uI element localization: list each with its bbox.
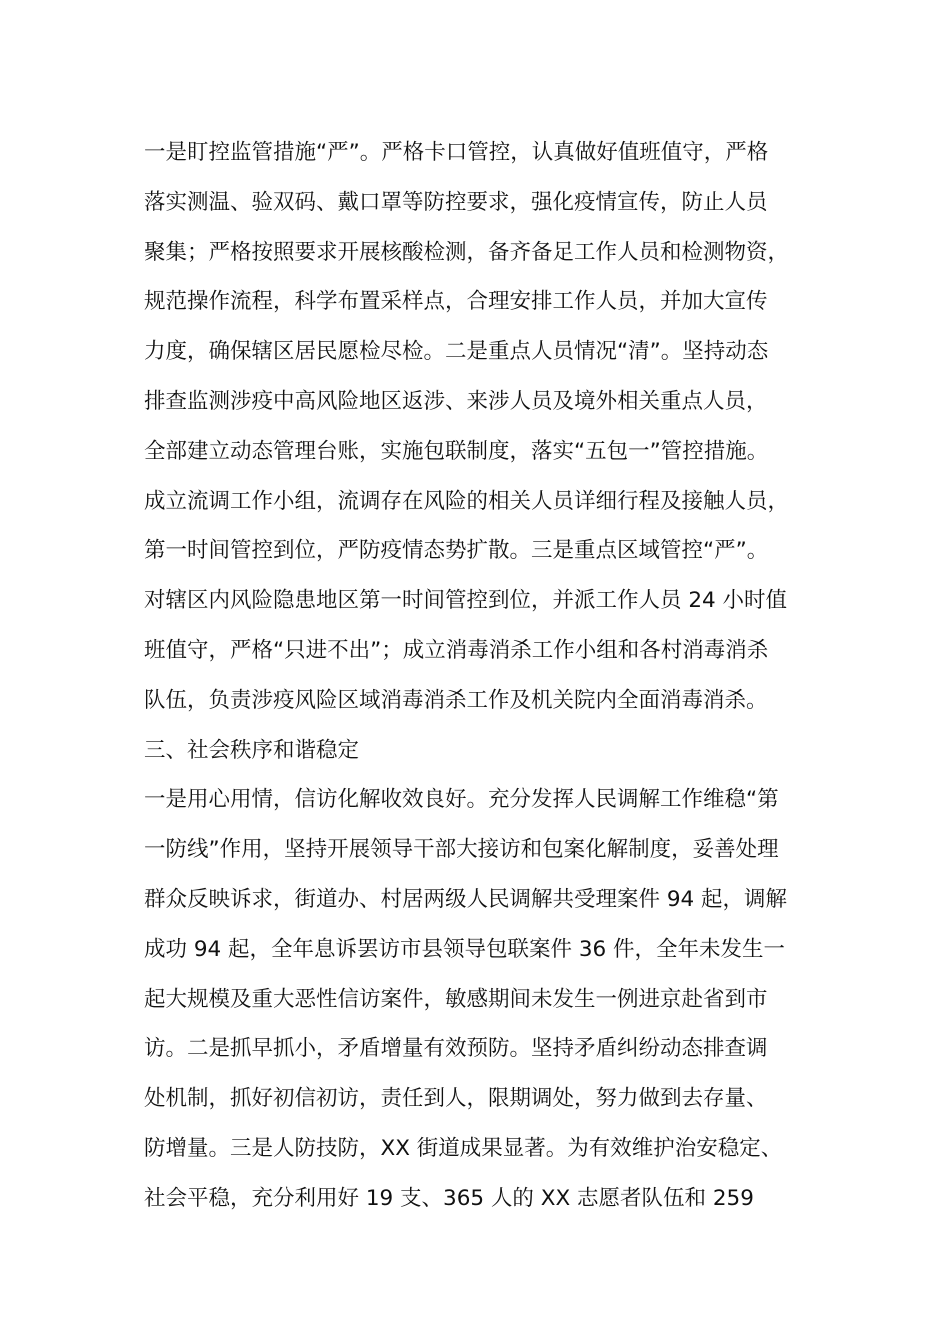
text-line: 排查监测涉疫中高风险地区返涉、来涉人员及境外相关重点人员， <box>144 388 768 414</box>
text-line: 聚集；严格按照要求开展核酸检测，备齐备足工作人员和检测物资， <box>144 239 790 265</box>
text-line: 班值守，严格“只进不出”；成立消毒消杀工作小组和各村消毒消杀 <box>144 637 769 663</box>
text-line: 起大规模及重大恶性信访案件，敏感期间未发生一例进京赴省到市 <box>144 986 768 1012</box>
text-line: 队伍，负责涉疫风险区域消毒消杀工作及机关院内全面消毒消杀。 <box>144 687 768 713</box>
text-line: 群众反映诉求，街道办、村居两级人民调解共受理案件 94 起，调解 <box>144 886 788 912</box>
text-line: 落实测温、验双码、戴口罩等防控要求，强化疫情宣传，防止人员 <box>144 189 768 215</box>
text-line: 防增量。三是人防技防，XX 街道成果显著。为有效维护治安稳定、 <box>144 1135 783 1161</box>
text-line: 全部建立动态管理台账，实施包联制度，落实“五包一”管控措施。 <box>144 438 769 464</box>
text-line: 规范操作流程，科学布置采样点，合理安排工作人员，并加大宣传 <box>144 289 768 315</box>
body-text <box>144 128 844 1224</box>
text-line: 力度，确保辖区居民愿检尽检。二是重点人员情况“清”。坚持动态 <box>144 339 769 365</box>
text-line: 对辖区内风险隐患地区第一时间管控到位，并派工作人员 24 小时值 <box>144 588 788 614</box>
section-heading: 三、社会秩序和谐稳定 <box>144 737 360 763</box>
text-line: 成立流调工作小组，流调存在风险的相关人员详细行程及接触人员， <box>144 488 790 514</box>
text-line: 访。二是抓早抓小，矛盾增量有效预防。坚持矛盾纠纷动态排查调 <box>144 1036 768 1062</box>
text-line: 成功 94 起，全年息诉罢访市县领导包联案件 36 件，全年未发生一 <box>144 936 786 962</box>
text-line: 一防线”作用，坚持开展领导干部大接访和包案化解制度，妥善处理 <box>144 837 779 863</box>
text-line: 社会平稳，充分利用好 19 支、365 人的 XX 志愿者队伍和 259 <box>144 1185 754 1211</box>
text-line: 一是用心用情，信访化解收效良好。充分发挥人民调解工作维稳“第 <box>144 787 779 813</box>
text-line: 第一时间管控到位，严防疫情态势扩散。三是重点区域管控“严”。 <box>144 538 769 564</box>
text-line: 处机制，抓好初信初访，责任到人，限期调处，努力做到去存量、 <box>144 1086 768 1112</box>
text-line: 一是盯控监管措施“严”。严格卡口管控，认真做好值班值守，严格 <box>144 140 769 165</box>
